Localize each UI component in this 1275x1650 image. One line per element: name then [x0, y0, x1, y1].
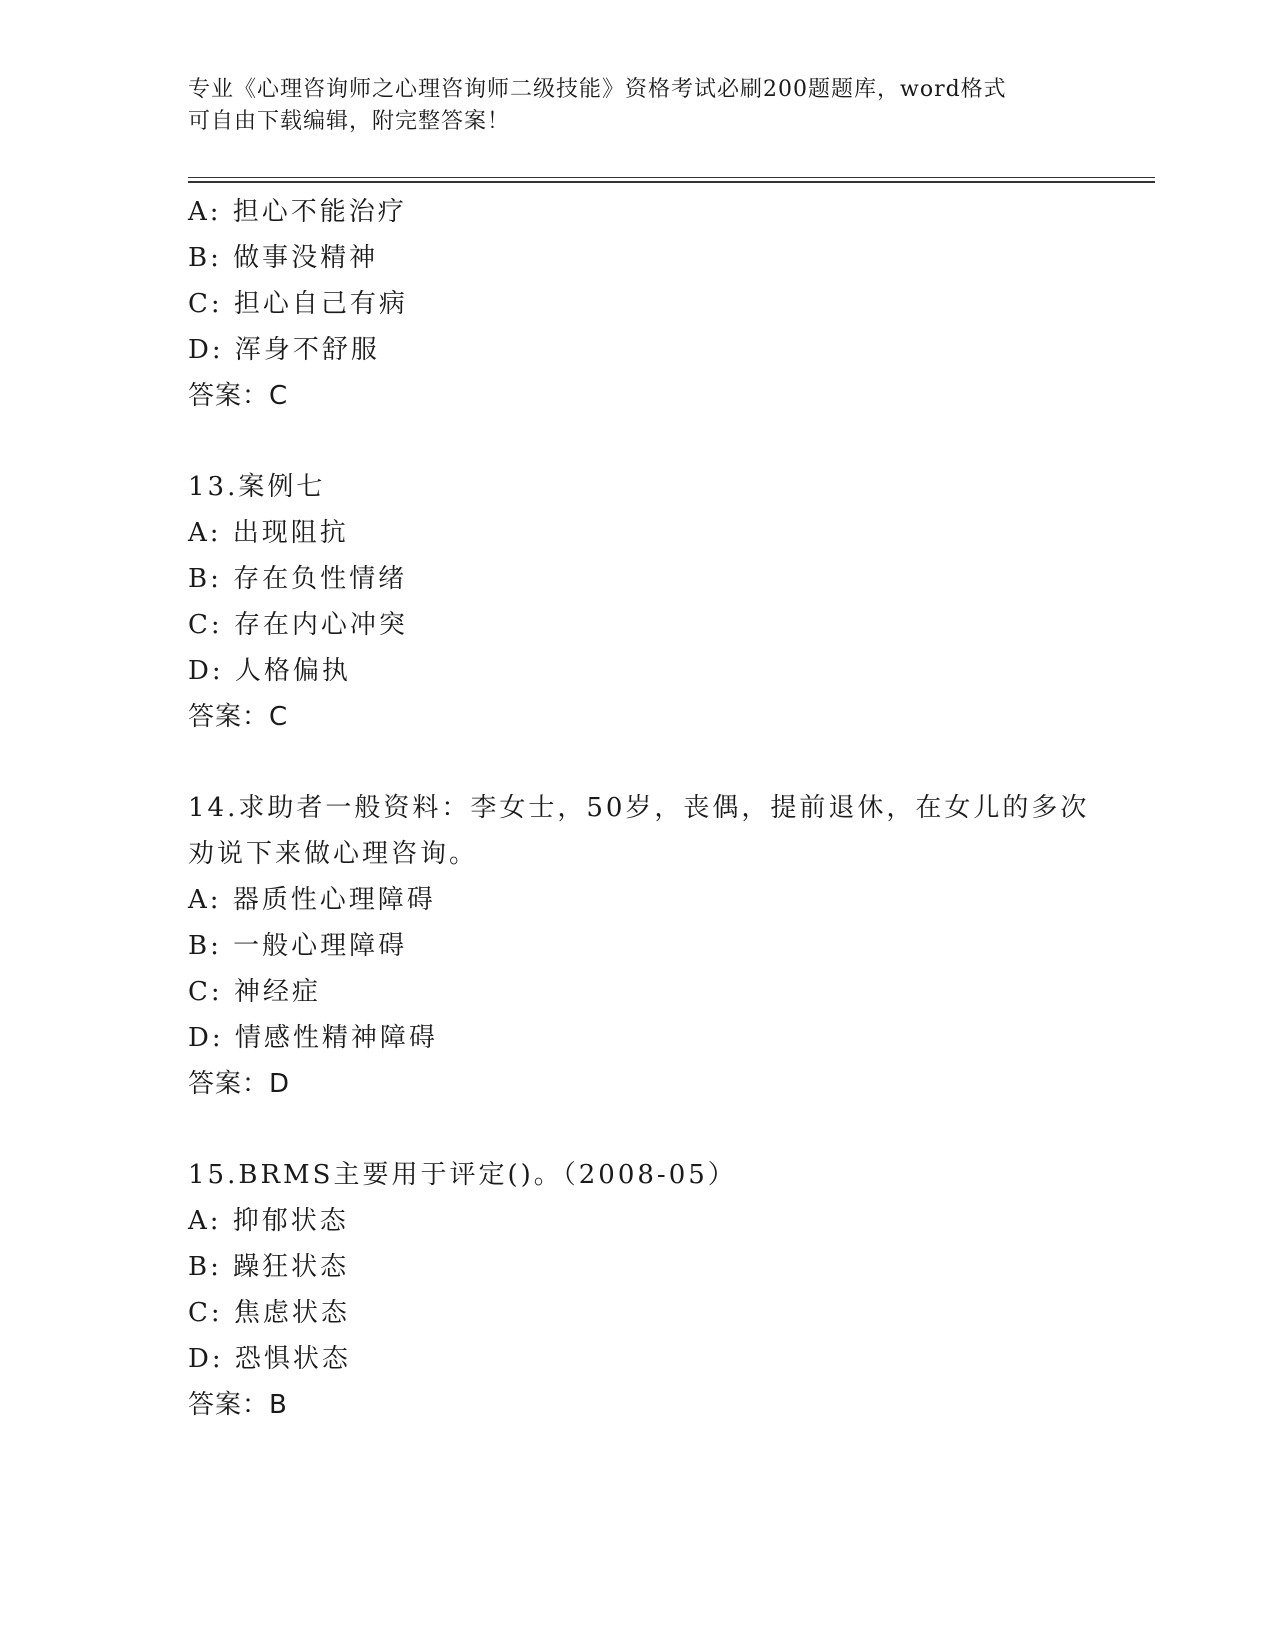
question-12-block	[188, 189, 1088, 419]
answer-line: 答案：B	[188, 1390, 288, 1420]
question-stem: 15.BRMS主要用于评定()。（2008-05）	[188, 1160, 737, 1190]
question-14-block	[188, 785, 1088, 1107]
option-d: D: 人格偏执	[188, 656, 351, 686]
question-stem-line-1: 14.求助者一般资料：李女士，50岁，丧偶，提前退休，在女儿的多次	[188, 793, 1090, 823]
answer-line: 答案：C	[188, 381, 289, 411]
spacer	[188, 419, 1088, 464]
option-d: D: 恐惧状态	[188, 1344, 351, 1374]
option-c: C: 焦虑状态	[188, 1298, 350, 1328]
option-b: B: 做事没精神	[188, 243, 379, 273]
document-header	[188, 74, 1088, 138]
question-stem-line-2: 劝说下来做心理咨询。	[188, 839, 479, 869]
question-13-block	[188, 464, 1088, 740]
header-line-2: 可自由下载编辑，附完整答案！	[188, 109, 511, 134]
option-a: A: 出现阻抗	[188, 518, 349, 548]
header-line-1: 专业《心理咨询师之心理咨询师二级技能》资格考试必刷200题题库，word格式	[188, 77, 1007, 102]
option-d: D: 情感性精神障碍	[188, 1023, 438, 1053]
option-a: A: 抑郁状态	[188, 1206, 349, 1236]
question-content	[188, 189, 1088, 1428]
option-b: B: 躁狂状态	[188, 1252, 350, 1282]
option-c: C: 神经症	[188, 977, 321, 1007]
answer-line: 答案：C	[188, 702, 289, 732]
option-c: C: 存在内心冲突	[188, 610, 408, 640]
answer-line: 答案：D	[188, 1069, 291, 1099]
question-stem: 13.案例七	[188, 472, 326, 502]
question-15-block	[188, 1152, 1088, 1428]
option-b: B: 存在负性情绪	[188, 564, 408, 594]
header-rule-thin	[188, 177, 1155, 178]
spacer	[188, 1107, 1088, 1152]
option-d: D: 浑身不舒服	[188, 335, 380, 365]
spacer	[188, 740, 1088, 785]
option-a: A: 器质性心理障碍	[188, 885, 436, 915]
option-c: C: 担心自己有病	[188, 289, 408, 319]
option-a: A: 担心不能治疗	[188, 197, 407, 227]
header-rule-thick	[188, 181, 1155, 183]
option-b: B: 一般心理障碍	[188, 931, 408, 961]
